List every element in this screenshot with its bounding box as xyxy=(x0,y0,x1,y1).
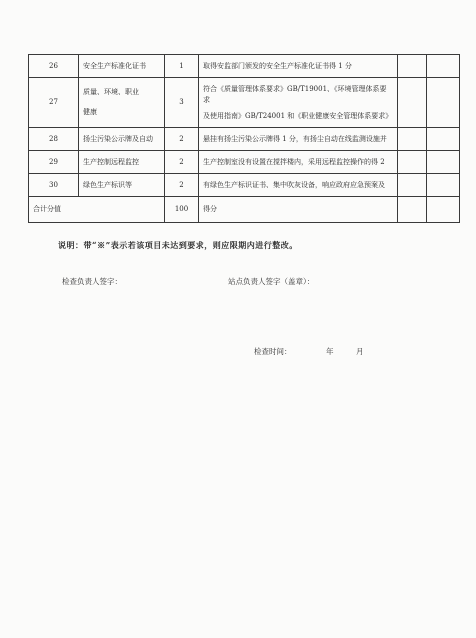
total-score: 100 xyxy=(165,197,199,223)
row-item-line: 健康 xyxy=(83,108,97,116)
row-number: 26 xyxy=(29,55,79,78)
row-item-line: 质量、环境、职业 xyxy=(83,88,139,96)
total-result-label: 得分 xyxy=(199,197,398,223)
row-description: 有绿色生产标识证书、集中吹灰设备，响应政府应急预案及 xyxy=(199,174,398,197)
row-score: 2 xyxy=(165,151,199,174)
row-description xyxy=(199,78,398,128)
score-table xyxy=(28,54,460,223)
total-label: 合计分值 xyxy=(29,197,165,223)
row-number: 29 xyxy=(29,151,79,174)
table-row xyxy=(29,78,460,128)
row-blank-cell xyxy=(427,55,460,78)
instruction-note: 说明：带“※”表示若该项目未达到要求，则应限期内进行整改。 xyxy=(58,240,298,250)
date-month-label: 月 xyxy=(356,347,364,356)
table-row xyxy=(29,55,460,78)
table-row xyxy=(29,128,460,151)
table-row xyxy=(29,174,460,197)
inspector-signature-label: 检查负责人签字： xyxy=(62,277,122,286)
table-row xyxy=(29,151,460,174)
row-blank-cell xyxy=(427,174,460,197)
date-year-label: 年 xyxy=(326,347,334,356)
row-item: 安全生产标准化证书 xyxy=(79,55,165,78)
total-blank-cell xyxy=(427,197,460,223)
row-blank-cell xyxy=(398,128,427,151)
row-blank-cell xyxy=(398,151,427,174)
row-description: 悬挂有扬尘污染公示牌得 1 分，有扬尘自动在线监测设施并 xyxy=(199,128,398,151)
row-item xyxy=(79,78,165,128)
row-description-line: 及使用指南》GB/T24001 和《职业健康安全管理体系要求》 xyxy=(203,111,393,120)
total-blank-cell xyxy=(398,197,427,223)
row-blank-cell xyxy=(398,174,427,197)
row-item: 生产控制远程监控 xyxy=(79,151,165,174)
row-item: 绿色生产标识等 xyxy=(79,174,165,197)
station-signature-label: 站点负责人签字（盖章）： xyxy=(228,277,315,286)
row-number: 27 xyxy=(29,78,79,128)
row-score: 2 xyxy=(165,174,199,197)
row-blank-cell xyxy=(427,128,460,151)
row-description: 生产控制室没有设置在搅拌楼内，采用远程监控操作的得 2 xyxy=(199,151,398,174)
row-score: 1 xyxy=(165,55,199,78)
row-blank-cell xyxy=(427,151,460,174)
total-row xyxy=(29,197,460,223)
row-blank-cell xyxy=(398,55,427,78)
row-score: 3 xyxy=(165,78,199,128)
row-blank-cell xyxy=(398,78,427,128)
inspection-date-label: 检查时间： xyxy=(254,347,292,356)
row-description: 取得安监部门颁发的安全生产标准化证书得 1 分 xyxy=(199,55,398,78)
row-item: 扬尘污染公示牌及自动 xyxy=(79,128,165,151)
row-description-line: 符合《质量管理体系要求》GB/T19001、《环境管理体系要求 xyxy=(203,84,387,104)
row-number: 30 xyxy=(29,174,79,197)
row-blank-cell xyxy=(427,78,460,128)
row-score: 2 xyxy=(165,128,199,151)
row-number: 28 xyxy=(29,128,79,151)
